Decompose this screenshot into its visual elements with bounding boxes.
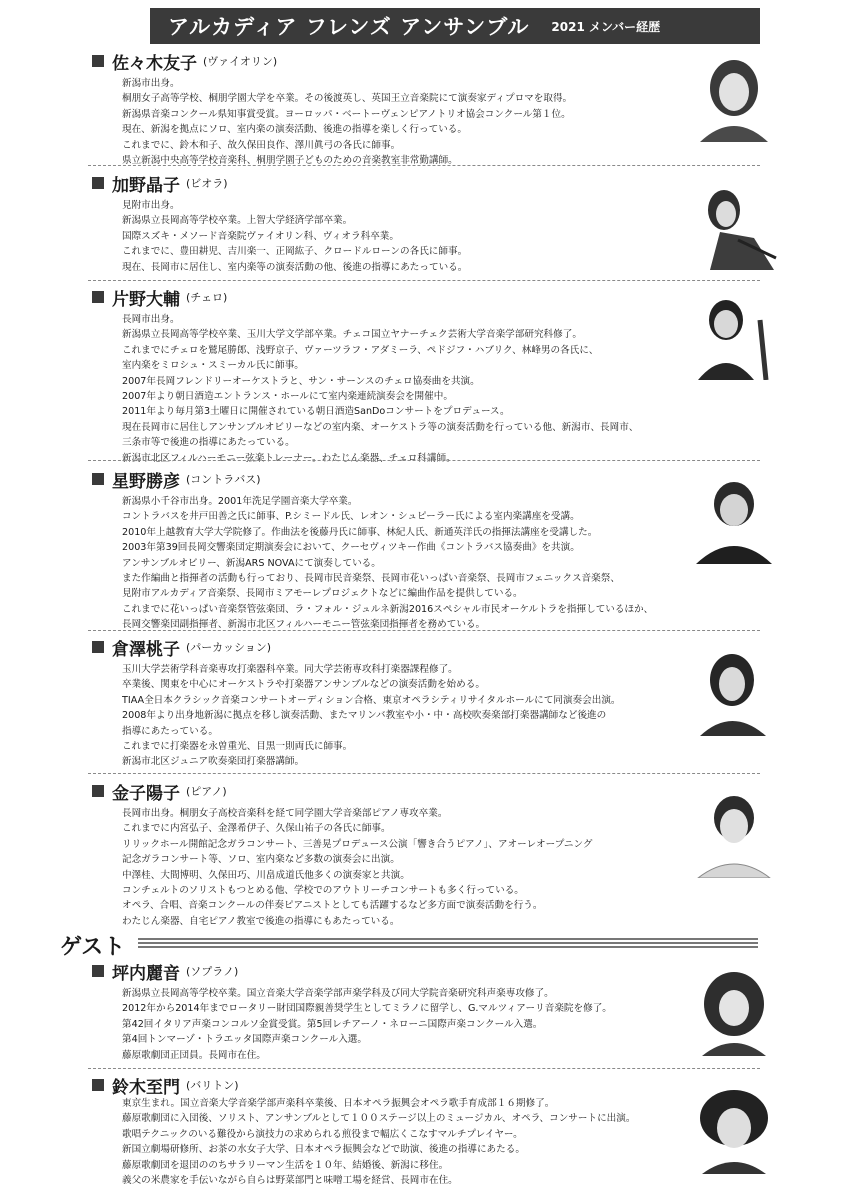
bio-line: 2011年より毎月第3土曜日に開催されている朝日酒造SanDoコンサートをプロデュース。 xyxy=(122,406,510,418)
bio-line: 玉川大学芸術学科音楽専攻打楽器科卒業。同大学芸術専攻科打楽器課程修了。 xyxy=(122,664,458,675)
bio-line: これまでに、鈴木和子、故久保田良作、澤川眞弓の各氏に師事。 xyxy=(122,139,401,151)
bio-line: これまでに、豊田耕児、吉川楽一、正岡紘子、クロードルローンの各氏に師事。 xyxy=(122,246,468,258)
member-name: 鈴木至門 xyxy=(112,1077,180,1098)
member-name-row xyxy=(92,468,261,490)
member-photo xyxy=(690,52,778,142)
bio-line: リリックホール開館記念ガラコンサート、三善晃プロデュース公演「響き合うピアノ」、アオーレオープニング xyxy=(122,838,593,850)
bio-line: 県立新潟中央高等学校音楽科、桐朋学園子どものための音楽教室非常勤講師。 xyxy=(122,155,458,167)
section-divider xyxy=(88,165,760,166)
bio-line: 長岡市出身。桐朋女子高校音楽科を経て同学園大学音楽部ピアノ専攻卒業。 xyxy=(122,808,448,819)
bio-line: 指導にあたっている。 xyxy=(122,725,218,737)
bio-line: これまでに打楽器を永曽重光、目黒一則両氏に師事。 xyxy=(122,741,353,753)
member-name: 佐々木友子 xyxy=(112,53,197,74)
bio-line: コントラバスを井戸田善之氏に師事、P.シミードル氏、レオン・シュピーラー氏による室内楽講座を受講。 xyxy=(122,511,580,523)
member-name: 星野勝彦 xyxy=(112,471,180,492)
bio-line: 記念ガラコンサート等、ソロ、室内楽など多数の演奏会に出演。 xyxy=(122,854,400,866)
member-bio xyxy=(122,806,662,929)
bio-line: 長岡交響楽団副指揮者、新潟市北区フィルハーモニー管弦楽団指揮者を務めている。 xyxy=(122,619,486,631)
bio-line: わたじん楽器、自宅ピアノ教室で後進の指導にもあたっている。 xyxy=(122,915,400,927)
bio-line: 現在、新潟を拠点にソロ、室内楽の演奏活動、後進の指導を楽しく行っている。 xyxy=(122,124,467,136)
bio-line: 新潟県小千谷市出身。2001年洗足学園音楽大学卒業。 xyxy=(122,496,358,507)
bio-line: 歌唱テクニックのいる難役から演技力の求められる煎役まで幅広くこなすマルチプレイヤー。 xyxy=(122,1128,523,1140)
bio-line: コンチェルトのソリストもつとめる他、学校でのアウトリーチコンサートも多く行っている。 xyxy=(122,885,524,897)
bio-line: 国際スズキ・メソード音楽院ヴァイオリン科、ヴィオラ科卒業。 xyxy=(122,230,399,242)
member-name-row xyxy=(92,172,228,194)
bullet-square-icon xyxy=(92,291,104,303)
bio-line: オペラ、合唱、音楽コンクールの伴奏ピアニストとしても活躍するなど多方面で演奏活動を行う。 xyxy=(122,900,543,912)
member-name: 坪内麗音 xyxy=(112,963,180,984)
bio-line: これまでに内宮弘子、金澤希伊子、久保山祐子の各氏に師事。 xyxy=(122,823,391,835)
member-instrument: (バリトン) xyxy=(186,1079,239,1092)
member-instrument: (コントラバス) xyxy=(186,473,261,486)
member-photo xyxy=(690,1084,778,1174)
bio-line: 新潟市北区ジュニア吹奏楽団打楽器講師。 xyxy=(122,756,305,768)
bio-line: 新潟県立長岡高等学校卒業。国立音楽大学音楽学部声楽学科及び同大学院音楽研究科声楽専攻修了。 xyxy=(122,988,554,999)
bio-line: 2010年上越教育大学大学院修了。作曲法を後藤丹氏に師事、林紀人氏、新通英洋氏の指揮法講座を受講した。 xyxy=(122,526,598,538)
bio-line: 現在、長岡市に居住し、室内楽等の演奏活動の他、後進の指導にあたっている。 xyxy=(122,261,468,273)
member-bio xyxy=(122,494,662,633)
member-name-row xyxy=(92,960,238,982)
member-name-row xyxy=(92,50,277,72)
bio-line: 義父の米農家を手伝いながら自らは野菜部門と味噌工場を経営、長岡市在住。 xyxy=(122,1175,458,1187)
member-name-row xyxy=(92,1074,239,1096)
bio-line: 卒業後、関東を中心にオーケストラや打楽器アンサンブルなどの演奏活動を始める。 xyxy=(122,679,485,691)
bio-line: 2007年長岡フレンドリーオーケストラと、サン・サーンスのチェロ協奏曲を共演。 xyxy=(122,375,480,387)
member-photo xyxy=(690,474,778,564)
section-divider xyxy=(88,773,760,774)
bio-line: これまでにチェロを鷲尾勝郎、浅野京子、ヴァーツラフ・アダミーラ、ペドジフ・ハブリク、林峰男の各氏に、 xyxy=(122,344,599,356)
member-photo xyxy=(690,788,778,878)
bio-line: 藤原歌劇団を退団ののちサラリーマン生活を１０年、結婚後、新潟に移住。 xyxy=(122,1159,449,1171)
bio-line: 東京生まれ。国立音楽大学音楽学部声楽科卒業後、日本オペラ振興会オペラ歌手育成部１６期修了。 xyxy=(122,1098,555,1109)
member-instrument: (ヴァイオリン) xyxy=(203,55,278,68)
bio-line: 見附市出身。 xyxy=(122,200,180,211)
section-divider xyxy=(88,460,760,461)
bio-line: 現在長岡市に居住しアンサンブルオビリーなどの室内楽、オーケストラ等の演奏活動を行っている他、新潟市、長岡市、 xyxy=(122,421,639,433)
member-bio xyxy=(122,986,662,1063)
bullet-square-icon xyxy=(92,965,104,977)
member-name-row xyxy=(92,780,227,802)
page-header xyxy=(150,8,760,44)
bio-line: 2007年より朝日酒造エントランス・ホールにて室内楽連続演奏会を開催中。 xyxy=(122,391,453,403)
member-photo xyxy=(690,180,778,270)
member-instrument: (ソプラノ) xyxy=(186,965,239,978)
bio-line: これまでに花いっぱい音楽祭管弦楽団、ラ・フォル・ジュルネ新潟2016スペシャル市民オーケルトラを指揮しているほか、 xyxy=(122,603,654,615)
member-photo xyxy=(690,646,778,736)
bio-line: 三条市等で後進の指導にあたっている。 xyxy=(122,437,295,449)
bio-line: 桐朋女子高等学校、桐朋学園大学を卒業。その後渡英し、英国王立音楽院にて演奏家ディプロマを取得。 xyxy=(122,93,573,105)
bio-line: 新潟県立長岡高等学校卒業、玉川大学文学部卒業。チェコ国立ヤナーチェク芸術大学音楽学部研究科修了。 xyxy=(122,329,582,341)
bullet-square-icon xyxy=(92,177,104,189)
bio-line: 第42回イタリア声楽コンコルソ金賞受賞。第5回レチアーノ・ネローニ国際声楽コンクール入選。 xyxy=(122,1018,543,1030)
member-instrument: (チェロ) xyxy=(186,291,228,304)
member-photo xyxy=(690,966,778,1056)
bio-line: 新国立劇場研修所、お茶の水女子大学、日本オペラ振興会などで助演、後進の指導にあたる。 xyxy=(122,1144,525,1156)
bio-line: 2012年から2014年までロータリー財団国際親善奨学生としてミラノに留学し、G.マルツィアーリ音楽院を修了。 xyxy=(122,1003,612,1015)
member-bio xyxy=(122,1096,662,1188)
bio-line: 藤原歌劇団に入団後、ソリスト、アンサンブルとして１００ステージ以上のミュージカル、オペラ、コンサートに出演。 xyxy=(122,1113,636,1125)
bio-line: また作編曲と指揮者の活動も行っており、長岡市民音楽祭、長岡市花いっぱい音楽祭、長岡市フェニックス音楽祭、 xyxy=(122,573,620,585)
member-bio xyxy=(122,312,662,466)
member-bio xyxy=(122,198,662,275)
member-bio xyxy=(122,662,662,770)
bullet-square-icon xyxy=(92,473,104,485)
bio-line: 新潟市出身。 xyxy=(122,78,180,89)
ensemble-title: アルカディア フレンズ アンサンブル xyxy=(168,15,530,39)
bio-line: 中澤桂、大間博明、久保田巧、川畠成道氏他多くの演奏家と共演。 xyxy=(122,869,410,881)
bio-line: 2003年第39回長岡交響楽団定期演奏会において、クーセヴィツキー作曲《コントラバス協奏曲》を共演。 xyxy=(122,542,580,554)
bio-line: 新潟市北区フィルハーモニー弦楽トレーナー。わたじん楽器、チェロ科講師。 xyxy=(122,452,456,464)
bio-line: 第4回トンマーゾ・トラエッタ国際声楽コンクール入選。 xyxy=(122,1034,367,1046)
member-name: 倉澤桃子 xyxy=(112,639,180,660)
member-name: 加野晶子 xyxy=(112,175,180,196)
bio-line: 新潟県立長岡高等学校卒業。上智大学経済学部卒業。 xyxy=(122,215,353,227)
member-bio xyxy=(122,76,662,168)
member-photo xyxy=(690,290,778,380)
member-instrument: (パーカッション) xyxy=(186,641,272,654)
bio-line: 藤原歌劇団正団員。長岡市在住。 xyxy=(122,1049,266,1061)
guest-section-label: ゲスト xyxy=(60,935,126,960)
member-name: 金子陽子 xyxy=(112,783,180,804)
member-instrument: (ピアノ) xyxy=(186,785,227,798)
bullet-square-icon xyxy=(92,641,104,653)
ensemble-subtitle: 2021 メンバー経歴 xyxy=(551,19,661,34)
member-name-row xyxy=(92,636,271,658)
bio-line: TIAA全日本クラシック音楽コンサートオーディション合格、東京オペラシティリサイタルホールにて同演奏会出演。 xyxy=(122,694,621,706)
guest-section-rule xyxy=(138,938,758,948)
member-instrument: (ビオラ) xyxy=(186,177,228,190)
bio-line: 2008年より出身地新潟に拠点を移し演奏活動、またマリンバ教室や小・中・高校吹奏楽部打楽器講師など後進の xyxy=(122,710,607,722)
bullet-square-icon xyxy=(92,55,104,67)
section-divider xyxy=(88,1068,760,1069)
bio-line: 新潟県音楽コンクール県知事賞受賞。ヨーロッパ・ベートーヴェンピアノトリオ協会コンクール第１位。 xyxy=(122,108,571,120)
member-name-row xyxy=(92,286,227,308)
member-name: 片野大輔 xyxy=(112,289,180,310)
bio-line: 室内楽をミロシュ・スミーカル氏に師事。 xyxy=(122,360,304,372)
bio-line: 長岡市出身。 xyxy=(122,314,180,325)
bio-line: 見附市アルカディア音楽祭、長岡市ミアモーレプロジェクトなどに編曲作品を提供している。 xyxy=(122,588,523,600)
bio-line: アンサンブルオビリー、新潟ARS NOVAにて演奏している。 xyxy=(122,557,381,569)
section-divider xyxy=(88,280,760,281)
bullet-square-icon xyxy=(92,1079,104,1091)
bullet-square-icon xyxy=(92,785,104,797)
section-divider xyxy=(88,630,760,631)
